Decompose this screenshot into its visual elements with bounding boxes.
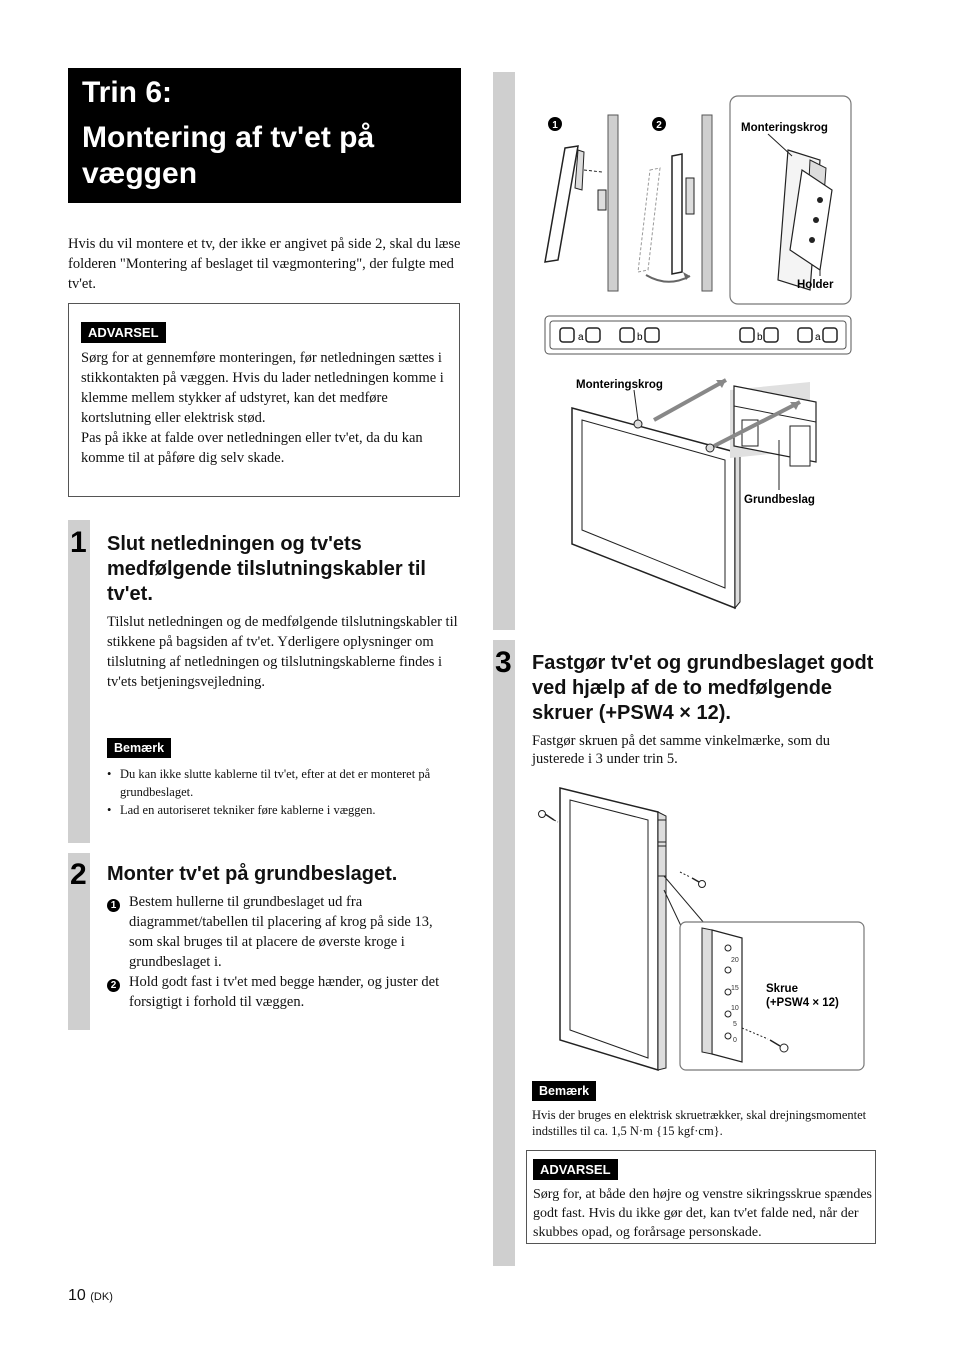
- intro-text: Hvis du vil montere et tv, der ikke er angivet på side 2, skal du læse folderen "Montering af beslaget til vægmontering", der fulgte med tv'et.: [68, 236, 461, 292]
- screw-icon: [539, 811, 559, 823]
- step3-heading: Fastgør tv'et og grundbeslaget godt ved hjælp af de to medfølgende skruer (+PSW4 × 12).: [532, 652, 874, 724]
- list-item: • Du kan ikke slutte kablerne til tv'et, efter at det er monteret på grundbeslaget.: [107, 765, 462, 801]
- step3-number: 3: [495, 646, 512, 679]
- step2-sub2-marker: 2: [107, 979, 120, 992]
- step2-continued-side-bar: [493, 72, 515, 630]
- list-item: • Lad en autoriseret tekniker føre kablerne i væggen.: [107, 801, 462, 819]
- hook-arrow: [654, 380, 726, 420]
- step3-body: Fastgør skruen på det samme vinkelmærke, som du justerede i 3 under trin 5.: [532, 733, 831, 767]
- warning-box-2: [526, 1150, 876, 1244]
- mounting-diagram: [520, 90, 865, 610]
- wall-illustration: [702, 115, 712, 291]
- warning-text-2: Pas på ikke at falde over netledningen eller tv'et, da du kan komme til at påføre dig selv skade.: [81, 430, 423, 466]
- diagram-marker-1-label: 1: [552, 120, 558, 131]
- label-skrue: Skrue: [766, 983, 798, 995]
- page-title-step: Trin 6:: [82, 76, 173, 109]
- scale-15: 15: [731, 985, 739, 992]
- warning-text-3: Sørg for, at både den højre og venstre sikringsskrue spændes godt fast. Hvis du ikke gør det, kan tv'et falde ned, når der skubbes opad, og forårsage personskade.: [533, 1187, 873, 1240]
- tv-front-illustration: [560, 788, 666, 1070]
- page-number: [68, 1287, 113, 1305]
- step3-note-label: Bemærk: [532, 1081, 596, 1101]
- step1-note-label: Bemærk: [107, 738, 171, 758]
- page-number-value: 10: [68, 1287, 86, 1304]
- step3-side-bar: [493, 640, 515, 1266]
- page-title: Montering af tv'et på væggen: [82, 121, 375, 190]
- tv-front-illustration: [572, 408, 740, 608]
- tv-side-illustration: [638, 154, 694, 282]
- warning-label-2: ADVARSEL: [533, 1159, 618, 1180]
- warning-box: [68, 303, 460, 497]
- step2-sub2: [107, 972, 452, 1012]
- step2-sub1-text: Bestem hullerne til grundbeslaget ud fra diagrammet/tabellen til placering af krog på side 13, som skal bruges til at placere de øverste kroge i grundbeslaget i.: [129, 894, 433, 970]
- page-lang: (DK): [90, 1291, 113, 1303]
- label-monteringskrog-mid: Monteringskrog: [576, 379, 663, 391]
- wall-illustration: [608, 115, 618, 291]
- step1-heading: Slut netledningen og tv'ets medfølgende tilslutningskabler til tv'et.: [107, 533, 426, 605]
- step1-notes: [107, 765, 462, 819]
- screw-diagram: [530, 780, 870, 1075]
- label-grundbeslag: Grundbeslag: [744, 494, 815, 506]
- strip-label-b-left: b: [637, 332, 643, 343]
- scale-5: 5: [733, 1021, 737, 1028]
- step2-number: 2: [70, 858, 87, 891]
- label-holder: Holder: [797, 279, 834, 291]
- step3-note-label-wrap: [532, 1081, 596, 1101]
- scale-20: 20: [731, 957, 739, 964]
- screw-icon: [680, 872, 706, 888]
- leader-line: [634, 390, 638, 420]
- strip-label-a-left: a: [578, 332, 584, 343]
- base-bracket-illustration: [730, 382, 816, 466]
- step1-note-label-wrap: [107, 738, 171, 758]
- step3-note: Hvis der bruges en elektrisk skruetrækker, skal drejningsmomentet indstilles til ca. 1,5 N·m {15 kgf·cm}.: [532, 1108, 867, 1138]
- scale-0: 0: [733, 1037, 737, 1044]
- warning-text-1: Sørg for at gennemføre monteringen, før netledningen sættes i stikkontakten på væggen. Hvis du lader netledningen komme i klemme mellem stykker af udstyret, kan det medføre kortslutning eller elektrisk stød.: [81, 350, 444, 426]
- warning-label: ADVARSEL: [81, 322, 166, 343]
- step1-body: Tilslut netledningen og de medfølgende tilslutningskabler til stikkene på bagsiden af tv'et. Yderligere oplysninger om tilslutning af netledningen og tilslutningskablerne findes i tv'ets betjeningsvejledning.: [107, 614, 458, 690]
- strip-label-a-right: a: [815, 332, 821, 343]
- step2-sub1-marker: 1: [107, 899, 120, 912]
- diagram-marker-2-label: 2: [656, 120, 662, 131]
- scale-10: 10: [731, 1005, 739, 1012]
- label-monteringskrog-top: Monteringskrog: [741, 122, 828, 134]
- strip-label-b-right: b: [757, 332, 763, 343]
- step2-sub1: [107, 892, 452, 972]
- warning-text: [81, 348, 446, 468]
- step1-side-bar: [68, 520, 90, 843]
- label-skrue-spec: (+PSW4 × 12): [766, 997, 839, 1009]
- page-title-block: [68, 68, 461, 203]
- step1-number: 1: [70, 526, 87, 559]
- step2-sub2-text: Hold godt fast i tv'et med begge hænder, og juster det forsigtigt i forhold til væggen.: [129, 974, 440, 1010]
- tv-side-illustration: [545, 146, 606, 262]
- step2-heading: Monter tv'et på grundbeslaget.: [107, 863, 398, 885]
